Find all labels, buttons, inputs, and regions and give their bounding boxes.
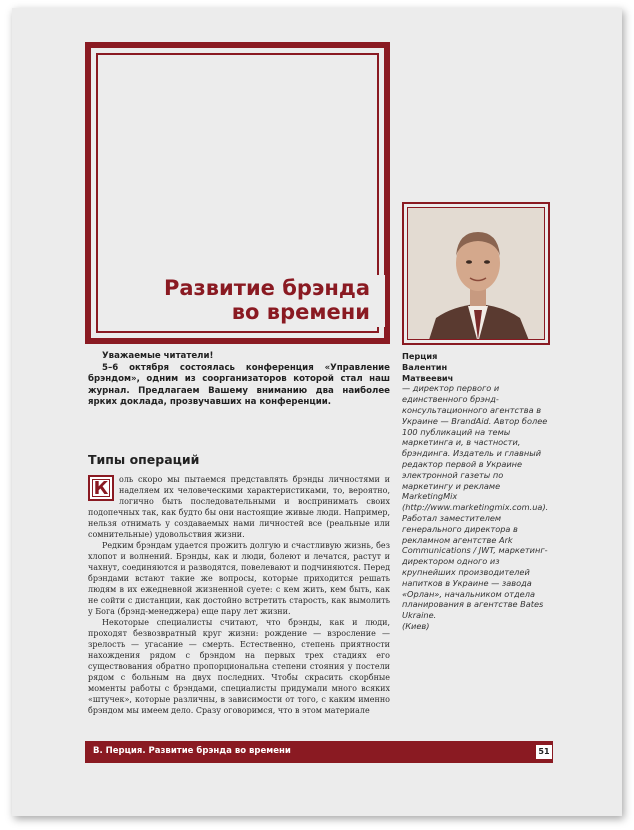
- title-line-2: во времени: [231, 300, 370, 324]
- article-title: [160, 276, 374, 324]
- title-line-1: Развитие брэнда: [164, 276, 370, 300]
- author-photo-frame: [402, 202, 550, 345]
- author-name-line-2: Валентин: [402, 361, 448, 372]
- body-paragraph: оль скоро мы пытаемся представлять брэнды личностями и наделяем их человеческими характеристиками, то, вероятно, логично быть последовательными и воспринимать своих подопечных так, как будто бы они настоящие живые люди. Например, нельзя отнимать у создаваемых нами личностей все (реальные или сомнительные) удовольствия жизни.: [88, 475, 390, 539]
- dropcap-letter: К: [88, 475, 114, 501]
- page-number: 51: [535, 744, 553, 760]
- article-body: [88, 474, 390, 716]
- intro-text: 5–6 октября состоялась конференция «Управление брэндом», одним из соорганизаторов которой стал наш журнал. Предлагаем Вашему вниманию два наиболее ярких доклада, прозвучавших на конференции.: [88, 362, 390, 407]
- body-paragraph: Редким брэндам удается прожить долгую и счастливую жизнь, без хлопот и волнений. Брэнды, как и люди, болеют и лечатся, растут и чахнут, соединяются и разводятся, повелевают и подчиняются. Перед брэндами встают такие же вопросы, которые приходится решать людям в их ежедневной жизненной суете: с кем жить, кем быть, как не сойти с дистанции, как достойно встретить старость, как вымолить у Бога (брэнд-менеджера) еще пару лет жизни.: [88, 541, 390, 616]
- article-intro: [88, 351, 390, 409]
- author-city: (Киев): [402, 620, 430, 631]
- intro-greeting: Уважаемые читатели!: [102, 351, 214, 361]
- running-title: В. Перция. Развитие брэнда во времени: [93, 746, 291, 756]
- author-name-line-3: Матвеевич: [402, 372, 454, 383]
- author-bio: [402, 351, 552, 632]
- body-paragraph: Некоторые специалисты считают, что брэнды, как и люди, проходят безвозвратный круг жизни: рождение — взросление — зрелость — угасание — смерть. Естественно, степень приятности нахождения рядом с брэндом на первых трех стадиях его существования обратно пропорциональна степени стояния у постели рядом с больным на двух последних. Чтобы скрасить скорбные моменты работы с брэндами, специалисты придумали много всяких «штучек», которые различны, в зависимости от того, с каким именно брэндом мы имеем дело. Сразу оговоримся, что в этом материале: [88, 618, 390, 715]
- portrait-photo: [407, 207, 545, 340]
- author-bio-text: — директор первого и единственного брэнд-консультационного агентства в Украине — BrandAid. Автор более 100 публикаций на темы маркетинга и, в частности, брэндинга. Издатель и главный редактор первой в Украине электронной газеты по маркетингу и рекламе MarketingMix (http://www.marketingmix.com.ua). Работал заместителем генерального директора в рекламном агентстве Ark Communications / JWT, маркетинг-директором одного из крупнейших производителей напитков в Украине — завода «Орлан», начальником отдела планирования в агентстве Bates Ukraine.: [402, 383, 549, 621]
- portrait-illustration: [408, 208, 545, 340]
- section-heading: Типы операций: [88, 452, 200, 467]
- author-name-line-1: Перция: [402, 351, 438, 361]
